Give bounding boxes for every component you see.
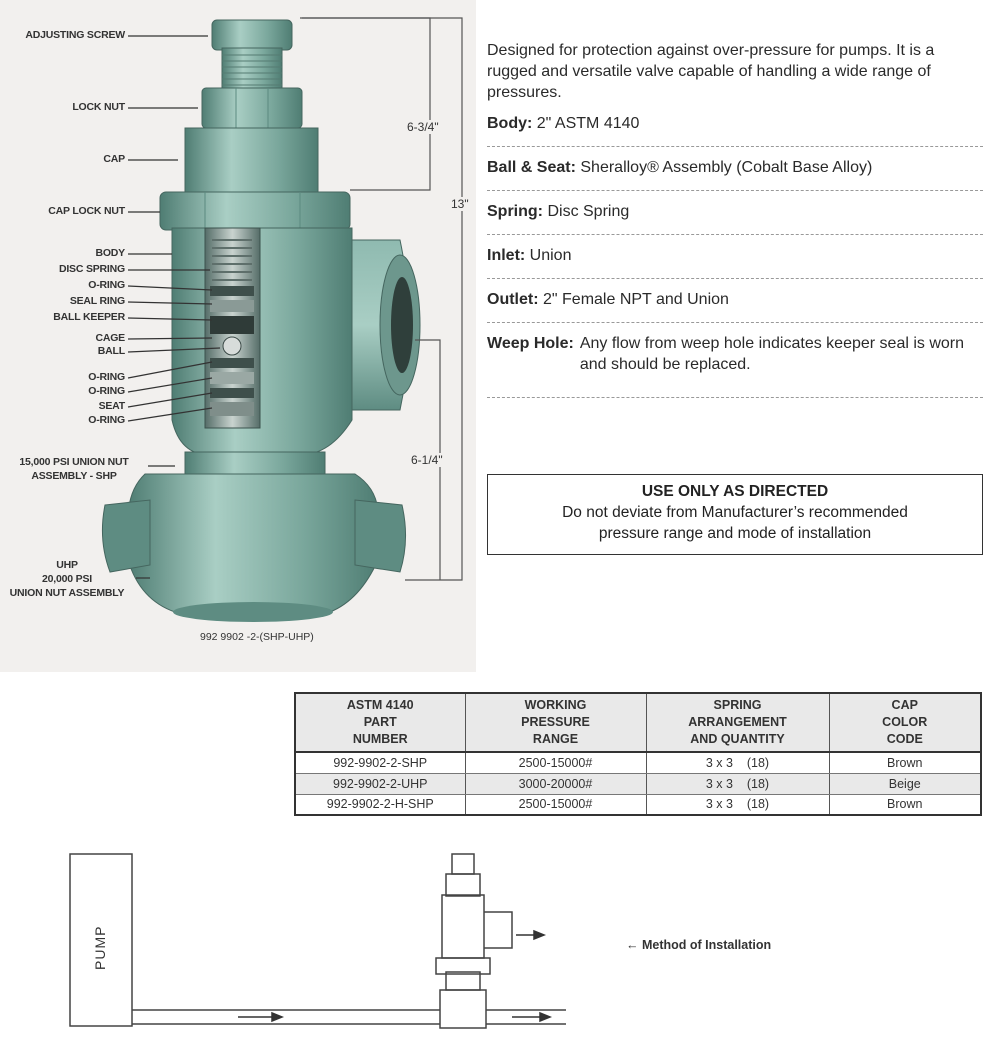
label-o-ring: O-RING bbox=[88, 371, 125, 383]
spec-inlet: Inlet: Union bbox=[487, 235, 983, 279]
dimension-6-1-4: 6-1/4" bbox=[411, 453, 443, 467]
header-spring-arrangement: SPRING ARRANGEMENT AND QUANTITY bbox=[646, 693, 829, 752]
label-cage: CAGE bbox=[95, 332, 125, 344]
label-o-ring: O-RING bbox=[88, 279, 125, 291]
label-seal-ring: SEAL RING bbox=[69, 295, 125, 307]
header-cap-color: CAP COLOR CODE bbox=[829, 693, 981, 752]
cell-pressure-range: 2500-15000# bbox=[465, 794, 646, 815]
label-adjusting-screw: ADJUSTING SCREW bbox=[25, 29, 125, 41]
cell-spring: 3 x 3 (18) bbox=[646, 752, 829, 773]
model-number: 992 9902 -2-(SHP-UHP) bbox=[200, 631, 314, 643]
cell-part-number: 992-9902-2-UHP bbox=[295, 773, 465, 794]
cell-cap-color: Beige bbox=[829, 773, 981, 794]
cell-spring: 3 x 3 (18) bbox=[646, 794, 829, 815]
warning-box bbox=[487, 474, 983, 555]
table-header-row bbox=[295, 693, 981, 752]
cell-pressure-range: 2500-15000# bbox=[465, 752, 646, 773]
spec-ball-seat: Ball & Seat: Sheralloy® Assembly (Cobalt Base Alloy) bbox=[487, 147, 983, 191]
label-cap-lock-nut: CAP LOCK NUT bbox=[48, 205, 125, 217]
spec-spring: Spring: Disc Spring bbox=[487, 191, 983, 235]
header-pressure-range: WORKING PRESSURE RANGE bbox=[465, 693, 646, 752]
warning-line-2: pressure range and mode of installation bbox=[598, 525, 872, 542]
table-row bbox=[295, 773, 981, 794]
spec-outlet: Outlet: 2" Female NPT and Union bbox=[487, 279, 983, 323]
label-ball-keeper: BALL KEEPER bbox=[53, 311, 125, 323]
valve-illustration bbox=[0, 0, 476, 672]
label-o-ring: O-RING bbox=[88, 385, 125, 397]
cell-cap-color: Brown bbox=[829, 752, 981, 773]
label-union-nut-shp: 15,000 PSI UNION NUT ASSEMBLY - SHP bbox=[19, 456, 129, 482]
dimension-6-3-4: 6-3/4" bbox=[407, 120, 439, 134]
cell-part-number: 992-9902-2-H-SHP bbox=[295, 794, 465, 815]
label-ball: BALL bbox=[97, 345, 125, 357]
label-lock-nut: LOCK NUT bbox=[72, 101, 125, 113]
label-o-ring: O-RING bbox=[88, 414, 125, 426]
table-row bbox=[295, 752, 981, 773]
cell-part-number: 992-9902-2-SHP bbox=[295, 752, 465, 773]
label-disc-spring: DISC SPRING bbox=[58, 263, 125, 275]
label-uhp-union-nut: UHP 20,000 PSI UNION NUT ASSEMBLY bbox=[9, 559, 125, 599]
intro-text: Designed for protection against over-pressure for pumps. It is a rugged and versatile valve capable of handling a wide range of pressures. bbox=[487, 42, 935, 101]
cell-spring: 3 x 3 (18) bbox=[646, 773, 829, 794]
spec-weep-hole: Weep Hole: Any flow from weep hole indicates keeper seal is worn and should be replaced. bbox=[487, 323, 983, 398]
specifications bbox=[487, 40, 983, 398]
header-part-number: ASTM 4140 PART NUMBER bbox=[295, 693, 465, 752]
dimension-13: 13" bbox=[451, 197, 469, 211]
warning-line-1: Do not deviate from Manufacturer’s recommended bbox=[562, 504, 908, 521]
installation-caption: ← Method of Installation bbox=[626, 938, 772, 952]
installation-diagram bbox=[0, 840, 990, 1039]
cell-cap-color: Brown bbox=[829, 794, 981, 815]
spec-body: Body: 2" ASTM 4140 bbox=[487, 113, 983, 147]
label-seat: SEAT bbox=[98, 400, 125, 412]
table-row bbox=[295, 794, 981, 815]
label-cap: CAP bbox=[103, 153, 125, 165]
cell-pressure-range: 3000-20000# bbox=[465, 773, 646, 794]
part-number-table bbox=[294, 692, 982, 816]
warning-title: USE ONLY AS DIRECTED bbox=[641, 483, 829, 500]
pump-label: PUMP bbox=[92, 925, 108, 970]
label-body: BODY bbox=[95, 247, 125, 259]
